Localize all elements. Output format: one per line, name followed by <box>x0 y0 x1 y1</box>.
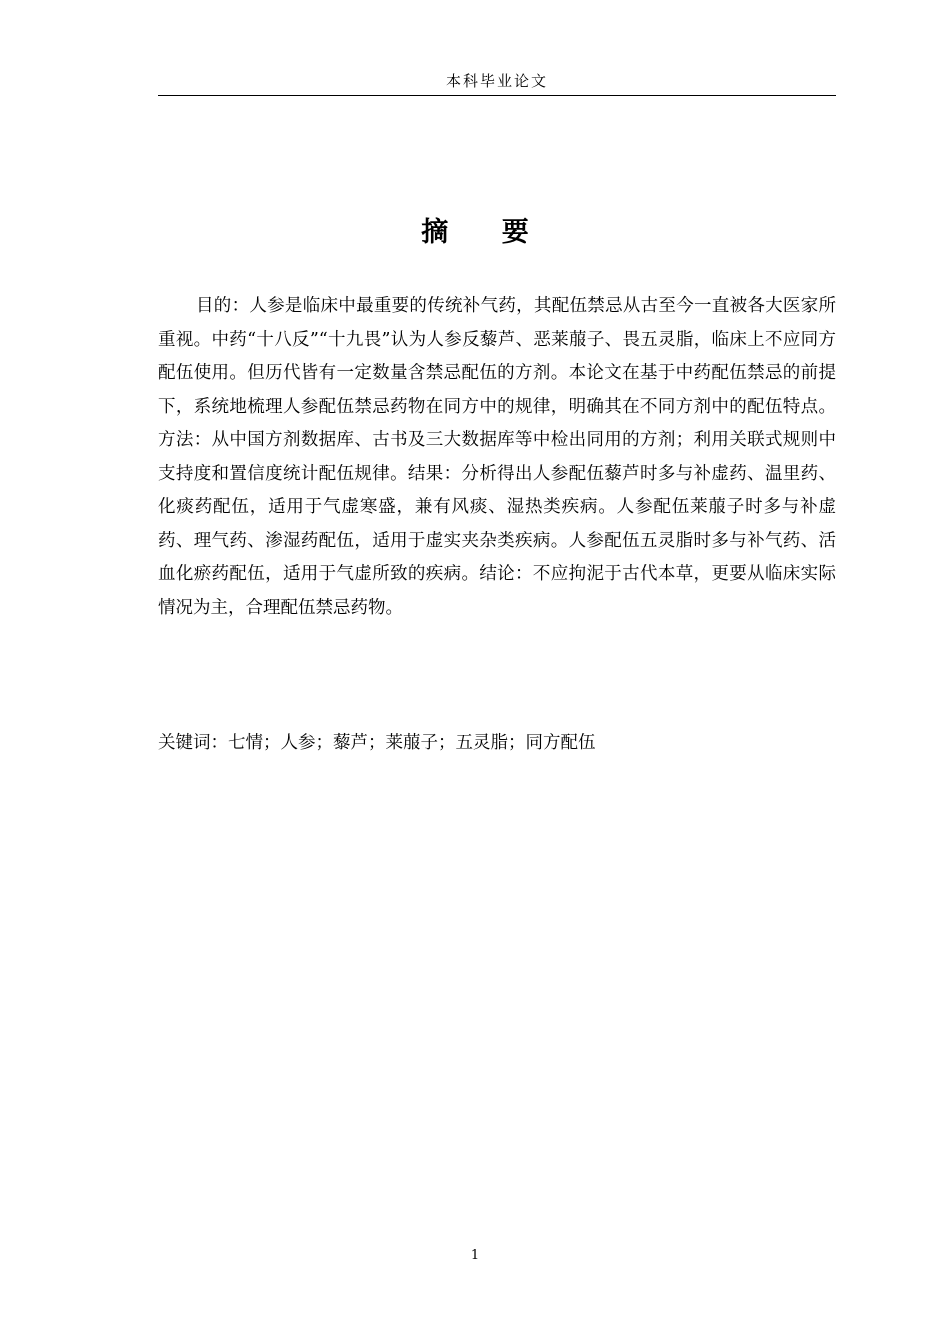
result-text: 分析得出人参配伍藜芦时多与补虚药、温里药、化痰药配伍，适用于气虚寒盛，兼有风痰、湿热类疾病。人参配伍莱菔子时多与补虚药、理气药、渗湿药配伍，适用于虚实夹杂类疾病。人参配伍五灵脂时多与补气药、活血化瘀药配伍，适用于气虚所致的疾病。 <box>158 463 837 584</box>
page-title: 摘 要 <box>421 217 551 248</box>
conclusion-text: 不应拘泥于古代本草，更要从临床实际情况为主，合理配伍禁忌药物。 <box>158 564 837 618</box>
conclusion-label: 结论： <box>479 564 533 584</box>
running-header: 本科毕业论文 <box>158 70 836 96</box>
keywords-label: 关键词： <box>158 733 228 753</box>
page-number: 1 <box>470 1248 480 1263</box>
result-label: 结果： <box>407 463 462 484</box>
keywords-text: 七情；人参；藜芦；莱菔子；五灵脂；同方配伍 <box>228 733 596 753</box>
method-text: 从中国方剂数据库、古书及三大数据库等中检出同用的方剂；利用关联式规则中支持度和置信度统计配伍规律。 <box>158 430 837 484</box>
keywords-line <box>158 728 836 758</box>
abstract-paragraph <box>158 290 836 625</box>
purpose-text: 人参是临床中最重要的传统补气药，其配伍禁忌从古至今一直被各大医家所重视。中药“十八反”“十九畏”认为人参反藜芦、恶莱菔子、畏五灵脂，临床上不应同方配伍使用。但历代皆有一定数量含禁忌配伍的方剂。本论文在基于中药配伍禁忌的前提下，系统地梳理人参配伍禁忌药物在同方中的规律，明确其在不同方剂中的配伍特点。 <box>158 296 836 417</box>
method-label: 方法： <box>158 430 212 450</box>
purpose-label: 目的： <box>196 296 250 316</box>
